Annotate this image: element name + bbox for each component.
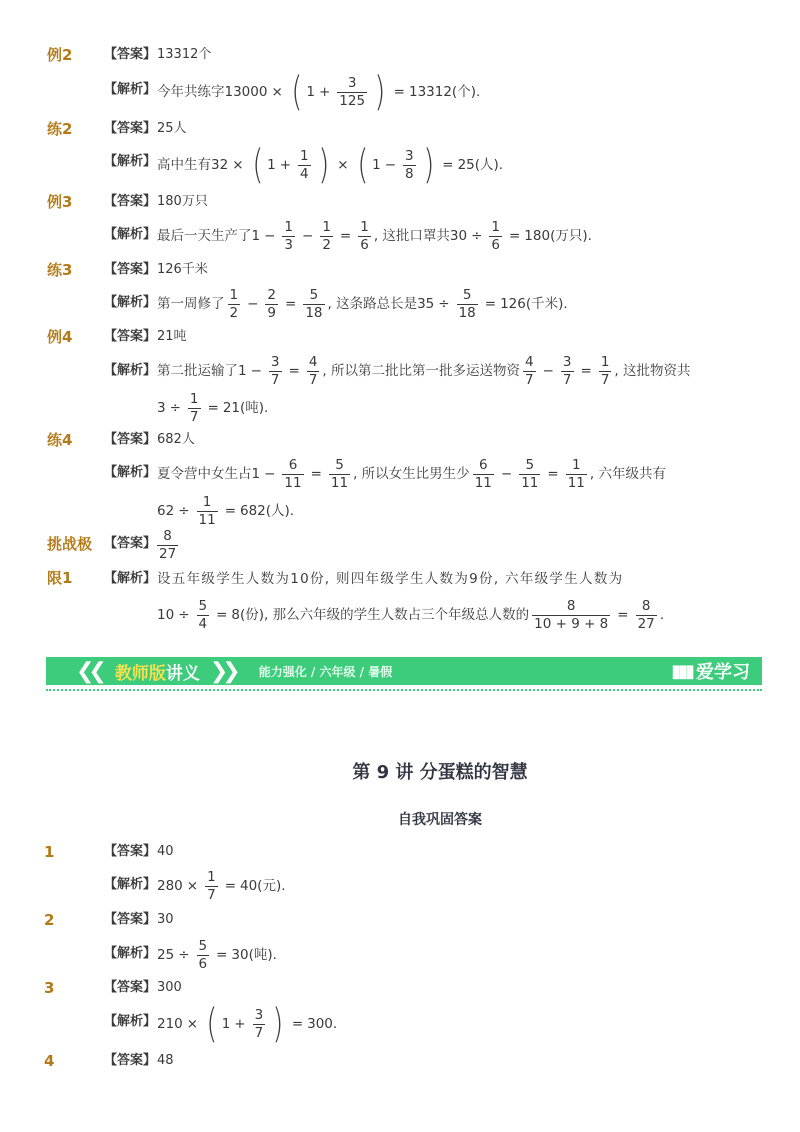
operator: × bbox=[232, 157, 244, 173]
operator: = bbox=[547, 466, 559, 482]
answer-value: 48 bbox=[157, 1053, 174, 1068]
logo-text: 爱学习 bbox=[696, 662, 750, 683]
expl-text: 682(人). bbox=[240, 503, 295, 519]
operator: = bbox=[580, 363, 592, 379]
page-banner bbox=[46, 657, 762, 685]
operator: − bbox=[384, 157, 397, 173]
fraction bbox=[188, 392, 201, 425]
analysis-label: 【解析】 bbox=[104, 154, 157, 169]
analysis-text bbox=[157, 69, 481, 115]
item-tag: 练2 bbox=[47, 120, 73, 138]
denominator: 7 bbox=[525, 371, 534, 388]
analysis-label: 【解析】 bbox=[104, 295, 157, 310]
fraction bbox=[523, 355, 536, 388]
answer-value: 30 bbox=[157, 912, 174, 927]
paren: ) bbox=[374, 69, 386, 115]
operator: − bbox=[250, 363, 262, 379]
paren: ( bbox=[206, 1001, 218, 1047]
denominator: 2 bbox=[322, 236, 331, 253]
expl-text: 10 bbox=[157, 607, 175, 623]
denominator: 11 bbox=[330, 474, 349, 491]
analysis-text bbox=[157, 218, 592, 254]
operator: − bbox=[247, 296, 259, 312]
answer-label: 【答案】 bbox=[104, 432, 157, 447]
analysis-label: 【解析】 bbox=[104, 465, 157, 480]
operator: = bbox=[288, 363, 300, 379]
numerator: 5 bbox=[462, 286, 472, 303]
expl-text: 高中生有32 bbox=[157, 157, 229, 173]
answer-value: 180万只 bbox=[157, 194, 208, 209]
item-tag: 例4 bbox=[47, 328, 73, 346]
expl-text: , 这批口罩共30 bbox=[373, 228, 468, 244]
expl-text: 今年共练字13000 bbox=[157, 84, 268, 100]
denominator: 8 bbox=[405, 165, 414, 182]
fraction bbox=[457, 288, 478, 321]
expl-text: 1 bbox=[306, 84, 315, 100]
operator: + bbox=[279, 157, 292, 173]
denominator: 4 bbox=[198, 615, 208, 632]
item-tag: 练4 bbox=[47, 431, 73, 449]
operator: × bbox=[337, 157, 349, 173]
item-tag: 练3 bbox=[47, 261, 73, 279]
fraction bbox=[197, 939, 210, 972]
paren: ( bbox=[356, 142, 368, 188]
denominator: 11 bbox=[521, 474, 539, 491]
numerator: 1 bbox=[202, 493, 212, 510]
numerator: 4 bbox=[525, 353, 534, 370]
chevron-left-icon: ❮❮ bbox=[76, 658, 101, 684]
denominator: 3 bbox=[284, 236, 293, 253]
operator: × bbox=[186, 878, 199, 894]
operator: − bbox=[264, 228, 276, 244]
item-tag: 挑战极 bbox=[47, 535, 93, 553]
banner-title: 教师版 bbox=[114, 663, 166, 684]
analysis-label: 【解析】 bbox=[104, 227, 157, 242]
paren: ( bbox=[251, 142, 263, 188]
expl-text: , 所以女生比男生少 bbox=[353, 466, 470, 482]
expl-text: 夏令营中女生占1 bbox=[157, 466, 261, 482]
denominator: 6 bbox=[491, 236, 500, 253]
numerator: 2 bbox=[267, 286, 276, 303]
fraction bbox=[265, 288, 278, 321]
breadcrumb: 能力强化 / 六年级 / 暑假 bbox=[258, 664, 393, 679]
answer-label: 【答案】 bbox=[104, 844, 157, 859]
section-title: 自我巩固答案 bbox=[398, 812, 482, 828]
numerator: 3 bbox=[347, 74, 357, 91]
expl-text: 25(人). bbox=[457, 157, 504, 173]
denominator: 7 bbox=[270, 371, 280, 388]
fraction bbox=[197, 495, 218, 528]
expl-text: , 所以第二批比第一批多运送物资 bbox=[322, 363, 520, 379]
fraction bbox=[519, 458, 540, 491]
divider bbox=[46, 689, 762, 691]
item-tag: 例2 bbox=[47, 46, 73, 64]
answer-label: 【答案】 bbox=[104, 329, 157, 344]
operator: × bbox=[271, 84, 283, 100]
analysis-label: 【解析】 bbox=[104, 571, 157, 586]
expl-text: 第一周修了 bbox=[157, 296, 225, 312]
denominator: 7 bbox=[189, 408, 199, 425]
analysis-text bbox=[157, 353, 691, 389]
question-number: 2 bbox=[44, 911, 55, 929]
operator: ÷ bbox=[471, 228, 483, 244]
fraction bbox=[282, 220, 295, 253]
question-number: 3 bbox=[44, 979, 55, 997]
paren: ) bbox=[422, 142, 434, 188]
banner-title-suffix: 讲义 bbox=[165, 663, 200, 684]
fraction bbox=[561, 355, 574, 388]
operator: ÷ bbox=[169, 400, 181, 416]
chevron-right-icon: ❯❯ bbox=[209, 658, 235, 684]
answer-label: 【答案】 bbox=[104, 1053, 157, 1068]
analysis-text-line2 bbox=[157, 493, 294, 529]
operator: − bbox=[500, 466, 513, 482]
fraction bbox=[157, 529, 178, 562]
expl-text: 最后一天生产了1 bbox=[157, 228, 261, 244]
fraction bbox=[303, 288, 324, 321]
question-number: 4 bbox=[44, 1052, 55, 1070]
operator: = bbox=[442, 157, 454, 173]
expl-text: , 六年级共有 bbox=[589, 466, 666, 482]
denominator: 10 + 9 + 8 bbox=[534, 615, 609, 632]
answer-value: 300 bbox=[157, 980, 182, 995]
numerator: 8 bbox=[641, 597, 651, 614]
answer-value: 25人 bbox=[157, 121, 187, 136]
expl-text: 21(吨). bbox=[222, 400, 269, 416]
expl-text: 第二批运输了1 bbox=[157, 363, 247, 379]
answer-value: 40 bbox=[157, 844, 174, 859]
numerator: 1 bbox=[207, 868, 216, 885]
operator: = bbox=[393, 84, 405, 100]
numerator: 1 bbox=[571, 456, 581, 473]
analysis-label: 【解析】 bbox=[104, 946, 157, 961]
denominator: 7 bbox=[254, 1024, 264, 1041]
answer-value: 126千米 bbox=[157, 262, 208, 277]
operator: = bbox=[617, 607, 629, 623]
denominator: 6 bbox=[198, 955, 208, 972]
denominator: 4 bbox=[300, 165, 309, 182]
question-number: 1 bbox=[44, 843, 55, 861]
operator: = bbox=[224, 878, 236, 894]
expl-text: 126(千米). bbox=[500, 296, 568, 312]
answer-label: 【答案】 bbox=[104, 47, 157, 62]
denominator: 6 bbox=[360, 236, 369, 253]
denominator: 7 bbox=[600, 371, 610, 388]
expl-text: 8(份), 那么六年级的学生人数占三个年级总人数的 bbox=[231, 607, 530, 623]
expl-text: , 这批物资共 bbox=[614, 363, 691, 379]
fraction bbox=[282, 458, 303, 491]
fraction bbox=[532, 599, 610, 632]
operator: + bbox=[318, 84, 331, 100]
numerator: 1 bbox=[189, 390, 199, 407]
denominator: 7 bbox=[562, 371, 572, 388]
numerator: 6 bbox=[288, 456, 298, 473]
fraction bbox=[298, 149, 311, 182]
numerator: 1 bbox=[300, 147, 309, 164]
fraction bbox=[599, 355, 612, 388]
denominator: 11 bbox=[198, 511, 216, 528]
fraction bbox=[403, 149, 416, 182]
expl-text: 30(吨). bbox=[231, 947, 277, 963]
expl-text: 25 bbox=[157, 947, 175, 963]
fraction bbox=[307, 355, 320, 388]
expl-text: 1 bbox=[267, 157, 276, 173]
analysis-text-line2 bbox=[157, 597, 664, 633]
denominator: 11 bbox=[567, 474, 585, 491]
expl-text: 210 bbox=[157, 1016, 183, 1032]
operator: × bbox=[186, 1016, 199, 1032]
logo-icon: ▮▮▮ bbox=[671, 660, 692, 682]
analysis-text bbox=[157, 868, 286, 904]
numerator: 6 bbox=[478, 456, 488, 473]
fraction bbox=[269, 355, 282, 388]
operator: ÷ bbox=[178, 607, 190, 623]
analysis-label: 【解析】 bbox=[104, 363, 157, 378]
paren: ( bbox=[291, 69, 303, 115]
numerator: 5 bbox=[198, 937, 208, 954]
analysis-text-line2 bbox=[157, 390, 268, 426]
expl-text: 13312(个). bbox=[408, 84, 481, 100]
answer-label: 【答案】 bbox=[104, 536, 157, 551]
denominator: 18 bbox=[458, 304, 476, 321]
fraction bbox=[358, 220, 371, 253]
denominator: 125 bbox=[339, 92, 366, 109]
numerator: 1 bbox=[322, 218, 331, 235]
fraction bbox=[228, 288, 241, 321]
operator: ÷ bbox=[178, 503, 190, 519]
operator: ÷ bbox=[438, 296, 450, 312]
numerator: 3 bbox=[270, 353, 280, 370]
denominator: 7 bbox=[207, 886, 216, 903]
brand-logo bbox=[671, 658, 750, 684]
item-tag: 例3 bbox=[47, 193, 73, 211]
denominator: 27 bbox=[159, 545, 177, 562]
numerator: 8 bbox=[163, 527, 172, 544]
answer-value bbox=[157, 527, 181, 563]
analysis-text bbox=[157, 456, 666, 492]
denominator: 27 bbox=[637, 615, 655, 632]
analysis-label: 【解析】 bbox=[104, 1014, 157, 1029]
numerator: 3 bbox=[254, 1006, 264, 1023]
fraction bbox=[253, 1008, 266, 1041]
expl-text: 1 bbox=[372, 157, 381, 173]
numerator: 3 bbox=[405, 147, 414, 164]
numerator: 8 bbox=[566, 597, 576, 614]
expl-text: 1 bbox=[221, 1016, 231, 1032]
numerator: 4 bbox=[308, 353, 318, 370]
expl-text: 300. bbox=[307, 1016, 338, 1032]
item-tag: 限1 bbox=[47, 569, 73, 587]
fraction bbox=[320, 220, 333, 253]
analysis-text bbox=[157, 286, 568, 322]
operator: = bbox=[310, 466, 322, 482]
analysis-text bbox=[157, 1001, 338, 1047]
answer-value: 13312个 bbox=[157, 47, 212, 62]
denominator: 2 bbox=[229, 304, 239, 321]
operator: − bbox=[264, 466, 276, 482]
operator: = bbox=[291, 1016, 304, 1032]
operator: = bbox=[207, 400, 219, 416]
fraction bbox=[205, 870, 218, 903]
operator: = bbox=[216, 607, 228, 623]
numerator: 1 bbox=[600, 353, 610, 370]
fraction bbox=[566, 458, 587, 491]
analysis-label: 【解析】 bbox=[104, 82, 157, 97]
operator: = bbox=[216, 947, 228, 963]
numerator: 5 bbox=[309, 286, 319, 303]
answer-value: 682人 bbox=[157, 432, 195, 447]
numerator: 1 bbox=[229, 286, 239, 303]
expl-text: . bbox=[659, 607, 665, 623]
fraction bbox=[329, 458, 350, 491]
denominator: 9 bbox=[267, 304, 276, 321]
paren: ) bbox=[272, 1001, 284, 1047]
operator: = bbox=[508, 228, 521, 244]
answer-value: 21吨 bbox=[157, 329, 187, 344]
operator: ÷ bbox=[178, 947, 190, 963]
answer-label: 【答案】 bbox=[104, 194, 157, 209]
analysis-text bbox=[157, 937, 277, 973]
analysis-label: 【解析】 bbox=[104, 877, 157, 892]
denominator: 11 bbox=[474, 474, 492, 491]
operator: = bbox=[285, 296, 297, 312]
operator: − bbox=[302, 228, 314, 244]
expl-text: 62 bbox=[157, 503, 175, 519]
operator: − bbox=[542, 363, 554, 379]
numerator: 1 bbox=[284, 218, 293, 235]
denominator: 18 bbox=[305, 304, 323, 321]
operator: = bbox=[484, 296, 497, 312]
numerator: 5 bbox=[198, 597, 208, 614]
paren: ) bbox=[317, 142, 329, 188]
numerator: 1 bbox=[491, 218, 500, 235]
lecture-title: 第 9 讲 分蛋糕的智慧 bbox=[352, 762, 528, 783]
numerator: 3 bbox=[562, 353, 572, 370]
analysis-text bbox=[157, 569, 623, 589]
expl-text: 180(万只). bbox=[524, 228, 592, 244]
operator: + bbox=[234, 1016, 246, 1032]
fraction bbox=[473, 458, 494, 491]
answer-label: 【答案】 bbox=[104, 121, 157, 136]
numerator: 5 bbox=[525, 456, 535, 473]
expl-text: 设五年级学生人数为10份, 则四年级学生人数为9份, 六年级学生人数为 bbox=[157, 571, 624, 587]
fraction bbox=[489, 220, 502, 253]
expl-text: 280 bbox=[157, 878, 183, 894]
fraction bbox=[636, 599, 657, 632]
fraction bbox=[337, 76, 367, 109]
answer-label: 【答案】 bbox=[104, 912, 157, 927]
denominator: 11 bbox=[284, 474, 302, 491]
operator: = bbox=[224, 503, 236, 519]
operator: = bbox=[339, 228, 352, 244]
numerator: 1 bbox=[360, 218, 369, 235]
expl-text: 40(元). bbox=[240, 878, 286, 894]
fraction bbox=[197, 599, 210, 632]
expl-text: 3 bbox=[157, 400, 166, 416]
answer-label: 【答案】 bbox=[104, 262, 157, 277]
denominator: 7 bbox=[308, 371, 318, 388]
numerator: 5 bbox=[335, 456, 344, 473]
expl-text: , 这条路总长是35 bbox=[327, 296, 435, 312]
answer-label: 【答案】 bbox=[104, 980, 157, 995]
analysis-text bbox=[157, 142, 504, 188]
